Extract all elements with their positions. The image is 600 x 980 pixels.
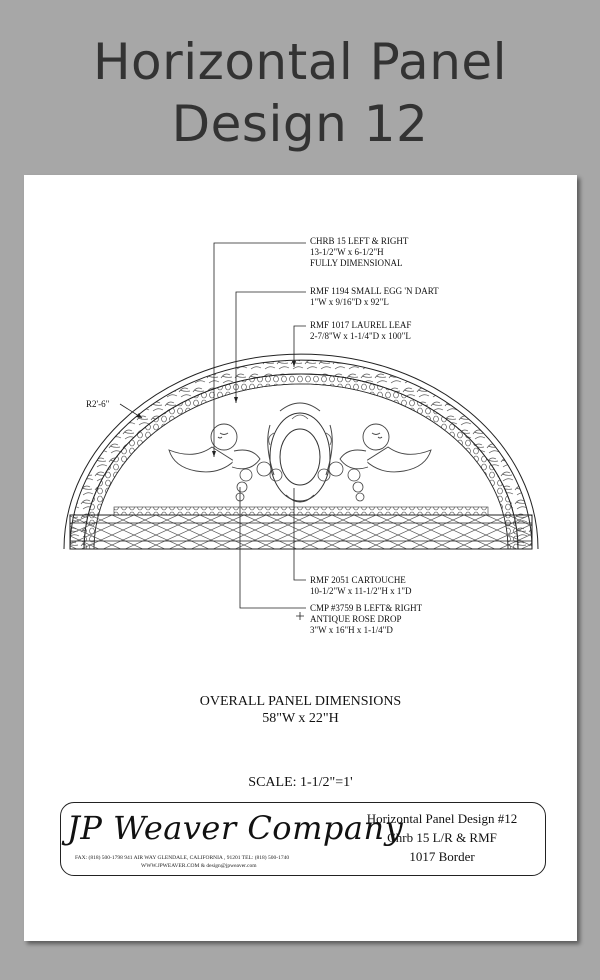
scale-label: SCALE: 1-1/2"=1' [248,775,353,790]
callout-rmf1194 [310,286,439,308]
cartouche-ornament [268,403,333,502]
drawing-sheet [24,175,577,941]
contact-line-2: WWW.JPWEAVER.COM & design@jpweaver.com [141,863,257,869]
callout-cmp3759 [310,603,422,636]
callout-rmf1194-line2: 1"W x 9/16"D x 92"L [310,297,389,307]
callout-radius-text: R2'-6" [86,399,110,409]
title-block-text [347,809,537,866]
callout-rmf1194-line1: RMF 1194 SMALL EGG 'N DART [310,286,439,296]
page-title-line-1: Horizontal Panel [92,33,508,91]
callout-cmp3759-line3: 3"W x 16"H x 1-1/4"D [310,625,393,635]
page-title-line-2: Design 12 [171,95,429,153]
callout-rmf2051-line2: 10-1/2"W x 11-1/2"H x 1"D [310,586,412,596]
cherub-left [169,424,260,472]
title-block-line-1: Horizontal Panel Design #12 [366,811,518,826]
callout-radius [86,399,109,410]
callout-cmp3759-line1: CMP #3759 B LEFT& RIGHT [310,603,423,613]
dimensions-heading: OVERALL PANEL DIMENSIONS [199,694,402,709]
title-block-line-3: 1017 Border [409,849,475,864]
title-block [60,802,546,876]
title-block-line-2: Chrb 15 L/R & RMF [387,830,497,845]
callout-chrb15 [310,236,408,269]
callout-rmf1017-line2: 2-7/8"W x 1-1/4"D x 100"L [310,331,411,341]
callout-rmf2051-line1: RMF 2051 CARTOUCHE [310,575,406,585]
dimensions-value: 58"W x 22"H [262,711,339,726]
company-logo: JP Weaver Company [67,809,404,847]
contact-line-1: FAX: (818) 500-1798 941 AIR WAY GLENDALE, CALIFORNIA , 91201 TEL: (818) 500-1740 [75,855,290,861]
callout-rmf2051 [310,575,412,597]
callout-cmp3759-line2: ANTIQUE ROSE DROP [310,614,402,624]
callout-rmf1017-line1: RMF 1017 LAUREL LEAF [310,320,412,330]
bottom-border-band [70,515,532,549]
cherub-right [340,424,431,472]
callout-chrb15-line2: 13-1/2"W x 6-1/2"H [310,247,384,257]
callout-rmf1017 [310,320,411,342]
callout-chrb15-line3: FULLY DIMENSIONAL [310,258,403,268]
callout-chrb15-line1: CHRB 15 LEFT & RIGHT [310,236,409,246]
